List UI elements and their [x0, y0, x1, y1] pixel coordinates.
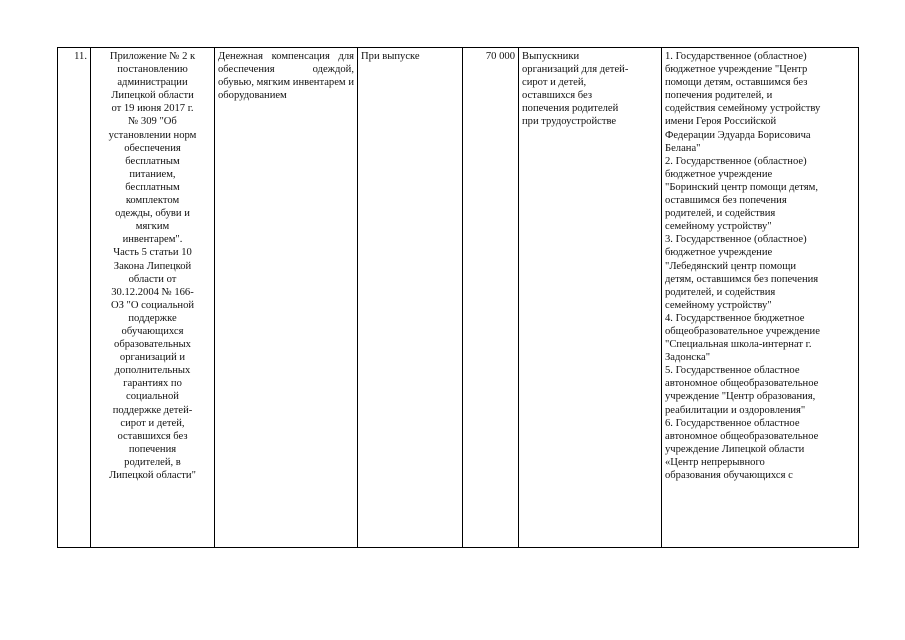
- legal-basis-line: области от: [128, 273, 177, 285]
- organization-line: "Боринский центр помощи детям,: [665, 181, 818, 193]
- legal-basis-line: 30.12.2004 № 166-: [111, 286, 194, 298]
- organization-line: помощи детям, оставшимся без: [665, 77, 808, 89]
- recipients-line: оставшихся без: [522, 90, 593, 102]
- organization-line: автономное общеобразовательное: [665, 378, 819, 390]
- organization-line: учреждение Липецкой области: [665, 443, 805, 455]
- legal-basis-line: обеспечения: [124, 142, 181, 154]
- organization-line: родителей, и содействия: [665, 286, 776, 298]
- organization-line: бюджетное учреждение: [665, 247, 773, 259]
- legal-basis-line: администрации: [117, 77, 188, 89]
- row-number: 11.: [58, 48, 91, 548]
- organization-line: 4. Государственное бюджетное: [665, 312, 805, 324]
- organization-line: бюджетное учреждение "Центр: [665, 64, 808, 76]
- organization-line: семейному устройству": [665, 299, 772, 311]
- organization-line: 6. Государственное областное: [665, 417, 800, 429]
- legal-basis-line: одежды, обуви и: [115, 208, 190, 220]
- organization-line: попечения родителей, и: [665, 90, 773, 102]
- organization-line: 2. Государственное (областное): [665, 155, 807, 167]
- organization-line: детям, оставшимся без попечения: [665, 273, 819, 285]
- legal-basis-line: Липецкой области: [111, 90, 194, 102]
- amount-cell: 70 000: [463, 48, 519, 548]
- legal-basis-line: инвентарем".: [122, 234, 183, 246]
- payment-type-cell: Денежная компенсация для обеспечения одеждой, обувью, мягким инвентарем и оборудованием: [215, 48, 358, 548]
- organization-line: "Лебедянский центр помощи: [665, 260, 797, 272]
- payment-period-cell: При выпуске: [358, 48, 463, 548]
- organization-line: общеобразовательное учреждение: [665, 325, 820, 337]
- organization-line: автономное общеобразовательное: [665, 430, 819, 442]
- table-row: [58, 48, 859, 548]
- organization-line: 3. Государственное (областное): [665, 234, 807, 246]
- legal-basis-line: поддержке: [128, 312, 177, 324]
- legal-basis-line: попечения: [128, 443, 177, 455]
- organization-line: семейному устройству": [665, 221, 772, 233]
- legal-basis-line: установлении норм: [108, 129, 197, 141]
- legal-basis-line: постановлению: [117, 64, 188, 76]
- legal-basis-line: бесплатным: [125, 181, 180, 193]
- organization-line: «Центр непрерывного: [665, 456, 765, 468]
- recipients-cell: [519, 48, 662, 548]
- legal-basis-line: поддержке детей-: [112, 404, 193, 416]
- organization-line: образования обучающихся с: [665, 470, 793, 481]
- organization-line: содействия семейному устройству: [665, 103, 821, 115]
- organization-line: бюджетное учреждение: [665, 168, 773, 180]
- legal-basis-line: от 19 июня 2017 г.: [111, 103, 194, 115]
- recipients-line: организаций для детей-: [522, 64, 629, 76]
- legal-basis-line: № 309 "Об: [128, 116, 177, 128]
- legal-basis-line: родителей, в: [124, 456, 181, 468]
- legal-basis-line: дополнительных: [114, 365, 191, 377]
- recipients-line: сирот и детей,: [522, 77, 587, 89]
- legal-basis-line: оставшихся без: [117, 430, 188, 442]
- legal-basis-line: питанием,: [129, 168, 176, 180]
- organization-line: имени Героя Российской: [665, 116, 777, 128]
- legal-basis-line: Липецкой области": [109, 470, 196, 481]
- legal-basis-cell: [91, 48, 215, 548]
- organization-line: Задонска": [665, 352, 711, 364]
- legal-basis-line: ОЗ "О социальной: [110, 299, 195, 311]
- recipients-line: при трудоустройстве: [522, 116, 617, 128]
- legal-basis-line: организаций и: [119, 352, 186, 364]
- legal-basis-line: Закона Липецкой: [113, 260, 192, 272]
- legal-basis-line: Часть 5 статьи 10: [113, 247, 192, 259]
- legal-basis-line: мягким: [135, 221, 170, 233]
- organization-line: родителей, и содействия: [665, 208, 776, 220]
- organization-line: Федерации Эдуарда Борисовича: [665, 129, 811, 141]
- legal-basis-line: обучающихся: [121, 325, 184, 337]
- recipients-line: Выпускники: [522, 51, 580, 62]
- legal-basis-line: бесплатным: [125, 155, 180, 167]
- organization-line: учреждение "Центр образования,: [665, 391, 816, 403]
- benefits-table: [57, 47, 859, 548]
- organizations-cell: [662, 48, 859, 548]
- organization-line: 5. Государственное областное: [665, 365, 800, 377]
- legal-basis-line: социальной: [126, 391, 179, 403]
- legal-basis-line: комплектом: [125, 195, 180, 207]
- organization-line: "Специальная школа-интернат г.: [665, 339, 812, 351]
- recipients-line: попечения родителей: [522, 103, 619, 115]
- organization-line: Белана": [665, 142, 701, 154]
- organization-line: реабилитации и оздоровления": [665, 404, 806, 416]
- legal-basis-line: образовательных: [114, 339, 191, 351]
- organization-line: оставшимся без попечения: [665, 195, 787, 207]
- organization-line: 1. Государственное (областное): [665, 51, 807, 62]
- legal-basis-line: Приложение № 2 к: [109, 51, 196, 62]
- legal-basis-line: гарантиях по: [123, 378, 182, 390]
- legal-basis-line: сирот и детей,: [120, 417, 185, 429]
